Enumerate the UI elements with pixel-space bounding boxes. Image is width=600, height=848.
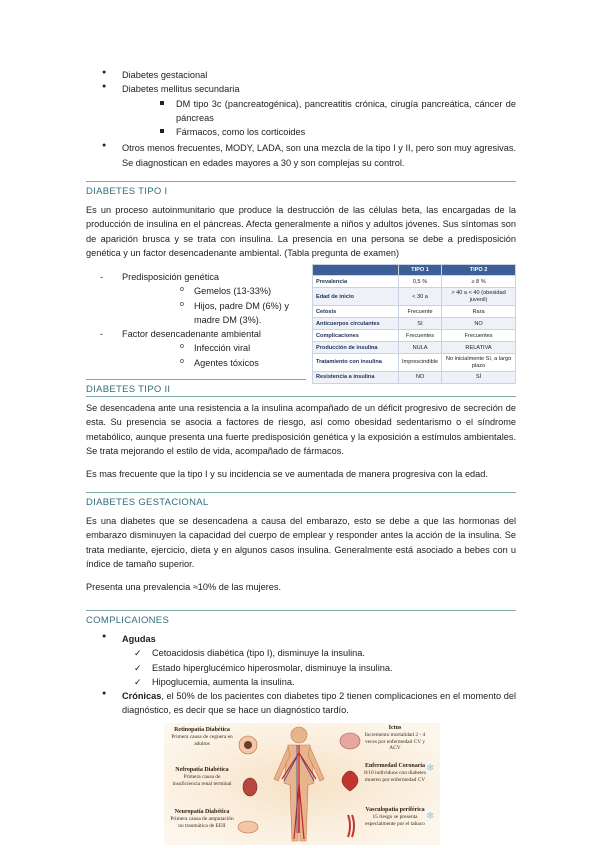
table-cell: NULA (399, 342, 442, 354)
gestacional-paragraph-1: Es una diabetes que se desencadena a causa del embarazo, esto se debe a que las hormonas del embarazo disminuyen la capacidad del cuerpo de emplear y responder antes la acción de la insulina. Se trata mediante, ejercicio, dieta y en algunos casos insulina. Generalmente está asociado a bebes con u índice de tamaño superior. (86, 516, 516, 569)
tipo1-factors-list (86, 270, 306, 370)
gestacional-paragraph-2: Presenta una prevalencia ≈10% de las mujeres. (86, 582, 282, 592)
list-item: ● Agudas ✓ Cetoacidosis diabética (tipo I), disminuye la insulina. ✓ Estado hiperglucémico hiperosmolar, disminuye la insulina. ✓ Hipoglucemia, aumenta la insulina. (86, 632, 516, 689)
complicaciones-list (86, 632, 516, 718)
table-header-cell: TIPO 1 (399, 265, 442, 276)
list-item: - Factor desencadenante ambiental o Infección viral o Agentes tóxicos (86, 327, 306, 370)
table-cell: SI (399, 318, 442, 330)
sub-list-item: DM tipo 3c (pancreatogénica), pancreatitis crónica, cirugía pancreática, cáncer de páncreas (158, 97, 516, 126)
sub-list-item: ✓ Estado hiperglucémico hiperosmolar, disminuye la insulina. (134, 662, 393, 673)
table-cell: Producción de insulina (313, 342, 399, 354)
svg-text:❄: ❄ (426, 811, 435, 822)
sub-list-item: o Infección viral (180, 343, 251, 354)
list-item: ● Diabetes mellitus secundaria DM tipo 3c (pancreatogénica), pancreatitis crónica, cirugía pancreática, cáncer de páncreas Fármacos, como los corticoides (86, 82, 516, 139)
label-neuropatia: Neuropatía Diabética Primera causa de amputación no traumática de EEII (170, 809, 234, 829)
table-row (313, 342, 516, 354)
table-cell: 0,5 % (399, 276, 442, 288)
table-cell: No inicialmente Sí, a largo plazo (442, 354, 516, 372)
table-cell: NO (442, 318, 516, 330)
table-row (313, 354, 516, 372)
sub-list-item: Fármacos, como los corticoides (158, 125, 516, 139)
list-item: ● Diabetes gestacional (102, 69, 208, 80)
label-retinopatia: Retinopatía Diabética Primera causa de ceguera en adultos (171, 727, 233, 747)
section-divider (86, 379, 306, 380)
label-vasculopatia: Vasculopatía periférica 15 riesgo se presenta especialmente por el tabaco (365, 807, 425, 827)
table-row (313, 288, 516, 306)
table-row (313, 330, 516, 342)
table-cell: < 30 a (399, 288, 442, 306)
table-cell: Cetosis (313, 306, 399, 318)
table-cell: Imprescindible (399, 354, 442, 372)
sub-list-item: ✓ Hipoglucemia, aumenta la insulina. (134, 676, 295, 687)
table-cell: Frecuentes (399, 330, 442, 342)
top-bullet-list (86, 68, 516, 170)
table-cell: Anticuerpos circulantes (313, 318, 399, 330)
sub-list-item: o Agentes tóxicos (180, 357, 259, 368)
section-divider (86, 396, 516, 397)
sub-list-item: o Gemelos (13-33%) (180, 286, 272, 297)
complications-figure (164, 723, 440, 845)
table-cell: NO (399, 372, 442, 384)
table-cell: RELATIVA (442, 342, 516, 354)
table-cell: Complicaciones (313, 330, 399, 342)
table-row (313, 372, 516, 384)
table-header-row (313, 265, 516, 276)
section-divider (86, 181, 516, 182)
section-divider (86, 492, 516, 493)
table-row (313, 306, 516, 318)
tipo2-paragraph-1: Se desencadena ante una resistencia a la insulina acompañado de un déficit progresivo de secreción de esta. Su presencia se asocia a factores de riesgo, así como obesidad sedentarismo o el síndrome metabólico, aunque presenta una fuerte predisposición genética y la exposición a estímulos ambientales. Se trata mejorando el estilo de vida, acompañado de fármacos. (86, 403, 516, 456)
svg-text:❄: ❄ (426, 763, 435, 774)
eye-pupil-icon (244, 741, 252, 749)
section-title-complicaciones: COMPLICAIONES (86, 615, 170, 626)
foot-icon (238, 821, 258, 833)
label-nefropatia: Nefropatía Diabética Primera causa de insuficiencia renal terminal (172, 767, 232, 787)
brain-icon (340, 733, 360, 749)
table-cell: ≥ 8 % (442, 276, 516, 288)
table-cell: Prevalencia (313, 276, 399, 288)
list-item: - Predisposición genética o Gemelos (13-33%) o Hijos, padre DM (6%) y madre DM (3%). (86, 270, 306, 327)
tipo2-paragraph-2: Es mas frecuente que la tipo I y su incidencia se ve aumentada de manera progresiva con la edad. (86, 469, 488, 479)
table-row (313, 318, 516, 330)
table-cell: SÍ (442, 372, 516, 384)
section-title-tipo1: DIABETES TIPO I (86, 186, 168, 197)
sub-list-item: o Hijos, padre DM (6%) y madre DM (3%). (180, 300, 289, 325)
list-item: ● Otros menos frecuentes, MODY, LADA, son una mezcla de la tipo I y II, pero son muy agresivas. Se diagnostican en edades mayores a 30 y son complejas su control. (102, 142, 516, 168)
table-cell: Tratamiento con insulina (313, 354, 399, 372)
comparison-table (312, 264, 516, 384)
table-header-cell (313, 265, 399, 276)
section-divider (86, 610, 516, 611)
table-cell: > 40 a < 40 (obesidad juvenil) (442, 288, 516, 306)
table-cell: Edad de inicio (313, 288, 399, 306)
label-ictus: Ictus Incremento mortalidad 2 - 4 veces por enfermedad CV y ACV (364, 725, 426, 752)
table-cell: Frecuentes (442, 330, 516, 342)
section-title-gestacional: DIABETES GESTACIONAL (86, 497, 209, 508)
table-cell: Rara (442, 306, 516, 318)
table-cell: Resistencia a insulina (313, 372, 399, 384)
table-header-cell: TIPO 2 (442, 265, 516, 276)
table-row (313, 276, 516, 288)
section-title-tipo2: DIABETES TIPO II (86, 384, 171, 395)
label-enfermedad-coronaria: Enfermedad Coronaria 8/10 individuos con diabetes mueren por enfermedad CV (364, 763, 426, 783)
table-cell: Frecuente (399, 306, 442, 318)
sub-list-item: ✓ Cetoacidosis diabética (tipo I), disminuye la insulina. (134, 648, 365, 659)
kidney-icon (243, 778, 257, 796)
list-item: ● Crónicas, el 50% de los pacientes con diabetes tipo 2 tienen complicaciones en el momento del diagnóstico, es decir que se hace un diagnóstico tardío. (102, 690, 516, 716)
tipo1-paragraph: Es un proceso autoinmunitario que produce la destrucción de las células beta, las encargadas de la producción de insulina en el páncreas. Afecta generalmente a niños y adultos jóvenes. Sus síntomas son de aparición brusca y se trata con insulina. La presencia en una persona se debe a predisposición genética y un factor desencadenante ambiental. (Tabla pregunta de examen) (86, 205, 516, 258)
